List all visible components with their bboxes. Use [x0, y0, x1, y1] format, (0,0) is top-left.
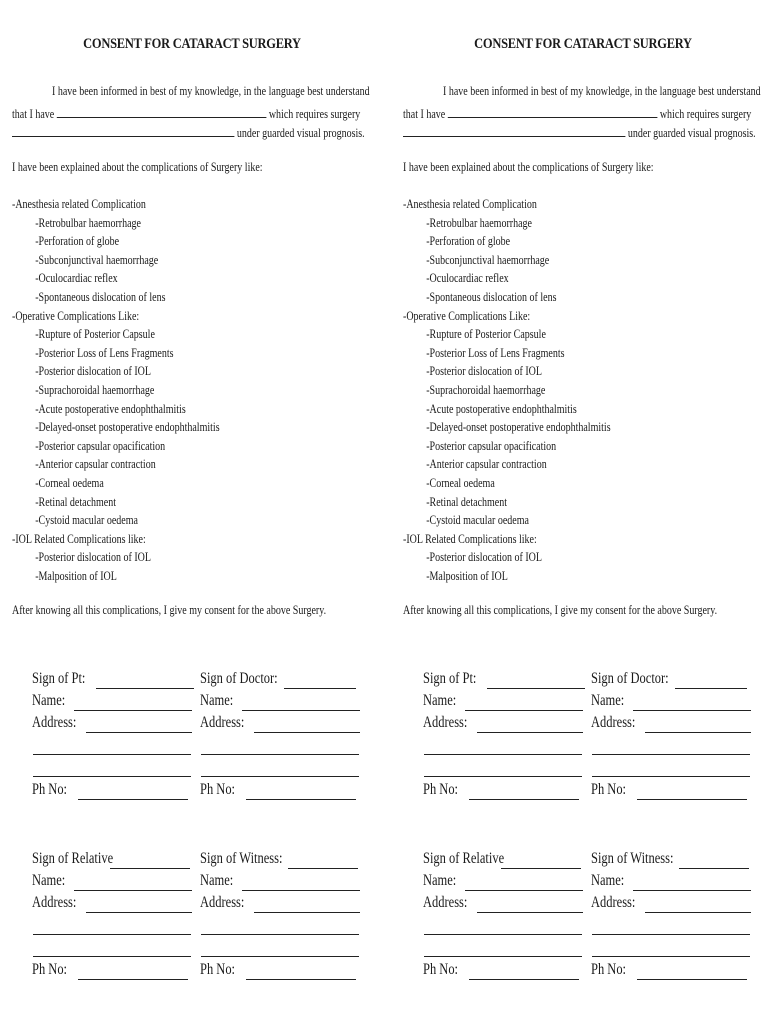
ph-no-field[interactable] — [469, 799, 579, 800]
address-label: Address: — [423, 714, 468, 731]
address-field[interactable] — [86, 732, 192, 733]
name-field[interactable] — [242, 890, 360, 891]
ph-no-label: Ph No: — [591, 961, 627, 978]
address-line-2[interactable] — [592, 754, 750, 755]
address-line-3[interactable] — [424, 956, 582, 957]
operative-header: -Operative Complications Like: — [403, 308, 531, 323]
address-label: Address: — [200, 894, 245, 911]
iol-header: -IOL Related Complications like: — [403, 531, 537, 546]
list-item: -Acute postoperative endophthalmitis — [426, 401, 577, 416]
list-item: -Cystoid macular oedema — [426, 513, 529, 528]
list-item: -Spontaneous dislocation of lens — [35, 289, 166, 304]
address-line-2[interactable] — [424, 754, 582, 755]
address-line-2[interactable] — [201, 934, 359, 935]
name-label: Name: — [423, 872, 457, 889]
list-item: -Posterior dislocation of IOL — [35, 364, 152, 379]
name-field[interactable] — [242, 710, 360, 711]
sign-pt-field[interactable] — [96, 688, 194, 689]
iol-header: -IOL Related Complications like: — [12, 531, 146, 546]
address-field[interactable] — [645, 732, 751, 733]
intro-line-3 — [403, 122, 756, 141]
sign-relative-label: Sign of Relative — [423, 850, 505, 867]
address-line-3[interactable] — [33, 776, 191, 777]
name-field[interactable] — [74, 710, 192, 711]
ph-no-label: Ph No: — [591, 781, 627, 798]
list-item: -Anterior capsular contraction — [426, 457, 547, 472]
list-item: -Retrobulbar haemorrhage — [426, 215, 532, 230]
address-line-2[interactable] — [424, 934, 582, 935]
address-line-2[interactable] — [33, 934, 191, 935]
name-field[interactable] — [633, 890, 751, 891]
address-label: Address: — [32, 894, 77, 911]
list-item: -Delayed-onset postoperative endophthalmitis — [426, 420, 611, 435]
ph-no-field[interactable] — [469, 979, 579, 980]
list-item: -Delayed-onset postoperative endophthalmitis — [35, 420, 220, 435]
list-item: -Retinal detachment — [426, 494, 508, 509]
name-label: Name: — [200, 872, 234, 889]
address-label: Address: — [200, 714, 245, 731]
list-item: -Posterior capsular opacification — [426, 438, 557, 453]
address-field[interactable] — [254, 732, 360, 733]
explained-text: I have been explained about the complications of Surgery like: — [403, 160, 654, 174]
form-title: CONSENT FOR CATARACT SURGERY — [83, 36, 301, 52]
complications-list — [403, 195, 611, 585]
name-field[interactable] — [633, 710, 751, 711]
address-label: Address: — [591, 714, 636, 731]
sign-relative-field[interactable] — [501, 868, 581, 869]
list-item: -Posterior dislocation of IOL — [35, 550, 152, 565]
address-line-3[interactable] — [592, 776, 750, 777]
list-item: -Malposition of IOL — [426, 568, 508, 583]
list-item: -Posterior Loss of Lens Fragments — [426, 345, 565, 360]
intro-line-3 — [12, 122, 365, 141]
list-item: -Rupture of Posterior Capsule — [426, 327, 546, 342]
ph-no-label: Ph No: — [32, 961, 68, 978]
name-label: Name: — [591, 692, 625, 709]
intro-line-1: I have been informed in best of my knowledge, in the language best understand — [443, 84, 761, 98]
list-item: -Posterior dislocation of IOL — [426, 364, 543, 379]
sign-relative-field[interactable] — [110, 868, 190, 869]
intro-that-i-have: that I have — [403, 107, 446, 121]
list-item: -Corneal oedema — [35, 475, 104, 490]
intro-prognosis: under guarded visual prognosis. — [627, 126, 756, 140]
list-item: -Perforation of globe — [35, 234, 120, 249]
explained-text: I have been explained about the complications of Surgery like: — [12, 160, 263, 174]
intro-line-2 — [403, 103, 751, 122]
ph-no-field[interactable] — [78, 799, 188, 800]
list-item: -Retrobulbar haemorrhage — [35, 215, 141, 230]
intro-prognosis: under guarded visual prognosis. — [236, 126, 365, 140]
list-item: -Perforation of globe — [426, 234, 511, 249]
address-label: Address: — [423, 894, 468, 911]
ph-no-field[interactable] — [637, 799, 747, 800]
eye-blank[interactable] — [403, 122, 625, 137]
address-field[interactable] — [86, 912, 192, 913]
address-label: Address: — [32, 714, 77, 731]
ph-no-label: Ph No: — [32, 781, 68, 798]
name-label: Name: — [32, 692, 66, 709]
ph-no-label: Ph No: — [200, 781, 236, 798]
eye-blank[interactable] — [12, 122, 234, 137]
sign-pt-label: Sign of Pt: — [423, 670, 477, 687]
sign-pt-label: Sign of Pt: — [32, 670, 86, 687]
address-line-3[interactable] — [201, 776, 359, 777]
ph-no-field[interactable] — [637, 979, 747, 980]
anesthesia-header: -Anesthesia related Complication — [12, 197, 146, 211]
ph-no-label: Ph No: — [423, 961, 459, 978]
address-line-3[interactable] — [592, 956, 750, 957]
diagnosis-blank[interactable] — [448, 103, 658, 118]
address-line-3[interactable] — [201, 956, 359, 957]
sign-doctor-field[interactable] — [675, 688, 747, 689]
list-item: -Anterior capsular contraction — [35, 457, 156, 472]
list-item: -Posterior Loss of Lens Fragments — [35, 345, 174, 360]
list-item: -Oculocardiac reflex — [426, 271, 509, 286]
diagnosis-blank[interactable] — [57, 103, 267, 118]
sign-witness-label: Sign of Witness: — [591, 850, 674, 867]
sign-relative-label: Sign of Relative — [32, 850, 114, 867]
list-item: -Subconjunctival haemorrhage — [35, 252, 159, 267]
intro-requires-surgery: which requires surgery — [659, 107, 752, 121]
address-field[interactable] — [477, 732, 583, 733]
ph-no-label: Ph No: — [200, 961, 236, 978]
name-field[interactable] — [465, 890, 583, 891]
ph-no-field[interactable] — [246, 799, 356, 800]
name-label: Name: — [423, 692, 457, 709]
ph-no-field[interactable] — [246, 979, 356, 980]
name-field[interactable] — [74, 890, 192, 891]
list-item: -Corneal oedema — [426, 475, 495, 490]
list-item: -Retinal detachment — [35, 494, 117, 509]
intro-that-i-have: that I have — [12, 107, 55, 121]
intro-requires-surgery: which requires surgery — [268, 107, 361, 121]
address-field[interactable] — [254, 912, 360, 913]
sign-witness-field[interactable] — [679, 868, 749, 869]
address-line-2[interactable] — [201, 754, 359, 755]
address-line-3[interactable] — [33, 956, 191, 957]
list-item: -Acute postoperative endophthalmitis — [35, 401, 186, 416]
list-item: -Spontaneous dislocation of lens — [426, 289, 557, 304]
list-item: -Posterior dislocation of IOL — [426, 550, 543, 565]
name-label: Name: — [591, 872, 625, 889]
sign-pt-field[interactable] — [487, 688, 585, 689]
anesthesia-header: -Anesthesia related Complication — [403, 197, 537, 211]
list-item: -Posterior capsular opacification — [35, 438, 166, 453]
address-line-2[interactable] — [33, 754, 191, 755]
list-item: -Malposition of IOL — [35, 568, 117, 583]
ph-no-label: Ph No: — [423, 781, 459, 798]
sign-doctor-label: Sign of Doctor: — [591, 670, 669, 687]
name-field[interactable] — [465, 710, 583, 711]
list-item: -Subconjunctival haemorrhage — [426, 252, 550, 267]
sign-witness-field[interactable] — [288, 868, 358, 869]
consent-form-left — [12, 0, 372, 1024]
list-item: -Rupture of Posterior Capsule — [35, 327, 155, 342]
list-item: -Suprachoroidal haemorrhage — [35, 382, 155, 397]
list-item: -Suprachoroidal haemorrhage — [426, 382, 546, 397]
list-item: -Oculocardiac reflex — [35, 271, 118, 286]
address-field[interactable] — [477, 912, 583, 913]
ph-no-field[interactable] — [78, 979, 188, 980]
consent-form-right — [403, 0, 763, 1024]
complications-list — [12, 195, 220, 585]
address-line-2[interactable] — [592, 934, 750, 935]
intro-line-2 — [12, 103, 360, 122]
address-line-3[interactable] — [424, 776, 582, 777]
sign-doctor-label: Sign of Doctor: — [200, 670, 278, 687]
consent-statement: After knowing all this complications, I give my consent for the above Surgery. — [403, 603, 718, 617]
address-field[interactable] — [645, 912, 751, 913]
form-title: CONSENT FOR CATARACT SURGERY — [474, 36, 692, 52]
list-item: -Cystoid macular oedema — [35, 513, 138, 528]
sign-witness-label: Sign of Witness: — [200, 850, 283, 867]
name-label: Name: — [200, 692, 234, 709]
address-label: Address: — [591, 894, 636, 911]
name-label: Name: — [32, 872, 66, 889]
sign-doctor-field[interactable] — [284, 688, 356, 689]
intro-line-1: I have been informed in best of my knowledge, in the language best understand — [52, 84, 370, 98]
consent-statement: After knowing all this complications, I give my consent for the above Surgery. — [12, 603, 327, 617]
operative-header: -Operative Complications Like: — [12, 308, 140, 323]
